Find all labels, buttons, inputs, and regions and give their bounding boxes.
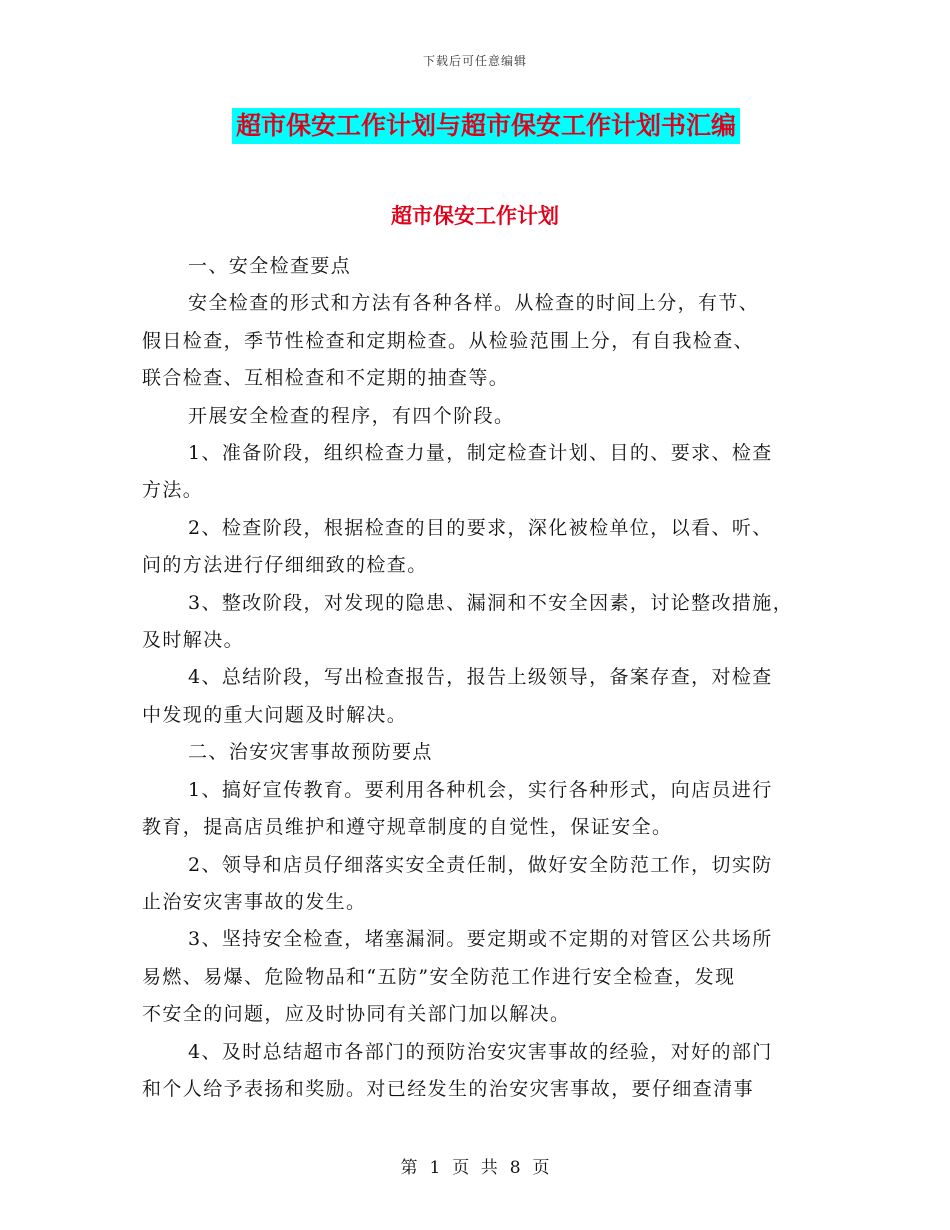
list-item: 3、整改阶段，对发现的隐患、漏洞和不安全因素，讨论整改措施， 及时解决。 bbox=[142, 591, 794, 652]
footer-prefix: 第 bbox=[400, 1158, 418, 1178]
paragraph: 安全检查的形式和方法有各种各样。从检查的时间上分，有节、 假日检查，季节性检查和定期检查。从检验范围上分，有自我检查、 联合检查、互相检查和不定期的抽查等。 bbox=[142, 292, 760, 390]
list-item: 2、领导和店员仔细落实安全责任制，做好安全防范工作，切实防 止治安灾害事故的发生。 bbox=[142, 853, 773, 913]
document-title: 超市保安工作计划与超市保安工作计划书汇编 bbox=[232, 108, 740, 144]
list-item: 1、准备阶段，组织检查力量，制定检查计划、目的、要求、检查 方法。 bbox=[142, 442, 773, 502]
page-number: 1 bbox=[429, 1158, 441, 1178]
total-pages: 8 bbox=[509, 1158, 521, 1178]
list-item: 1、搞好宣传教育。要利用各种机会，实行各种形式，向店员进行 教育，提高店员维护和遵守规章制度的自觉性，保证安全。 bbox=[142, 778, 773, 839]
heading-safety-check: 一、安全检查要点 bbox=[188, 255, 352, 277]
footer-middle: 页 共 bbox=[452, 1158, 498, 1178]
page-footer bbox=[0, 1153, 950, 1178]
list-item: 4、总结阶段，写出检查报告，报告上级领导，备案存查，对检查 中发现的重大问题及时解决。 bbox=[142, 666, 773, 726]
page-header-note: 下载后可任意编辑 bbox=[422, 54, 527, 68]
document-body bbox=[142, 248, 822, 1108]
footer-suffix: 页 bbox=[532, 1158, 550, 1178]
list-item: 3、坚持安全检查，堵塞漏洞。要定期或不定期的对管区公共场所 易燃、易爆、危险物品和“五防”安全防范工作进行安全检查，发现 不安全的问题，应及时协同有关部门加以解决。 bbox=[142, 928, 773, 1026]
paragraph: 开展安全检查的程序，有四个阶段。 bbox=[188, 404, 515, 427]
list-item: 2、检查阶段，根据检查的目的要求，深化被检单位，以看、听、 问的方法进行仔细细致的检查。 bbox=[142, 516, 773, 577]
heading-accident-prevention: 二、治安灾害事故预防要点 bbox=[188, 741, 433, 764]
section-title: 超市保安工作计划 bbox=[391, 203, 559, 228]
list-item: 4、及时总结超市各部门的预防治安灾害事故的经验，对好的部门 和个人给予表扬和奖励。对已经发生的治安灾害事故，要仔细查清事 bbox=[142, 1040, 773, 1100]
